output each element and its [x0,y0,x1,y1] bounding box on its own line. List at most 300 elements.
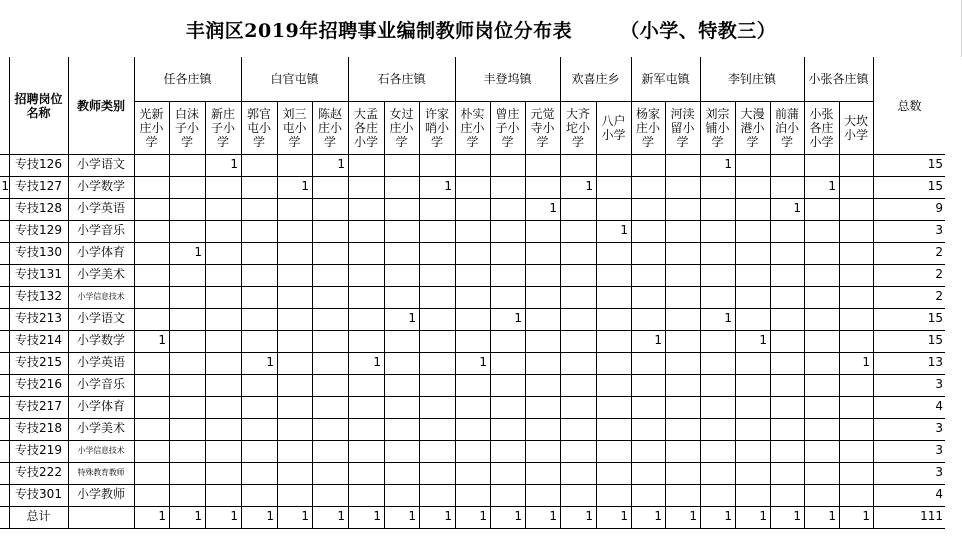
quota-cell [560,396,597,419]
quota-cell [735,484,771,507]
footer-count-cell [241,506,278,529]
post-cell-text: 专技216 [15,377,62,391]
quota-cell [241,242,278,265]
quota-cell [839,286,874,309]
town-header-text: 丰登坞镇 [483,72,532,86]
footer-count-cell-text: 1 [654,509,662,523]
quota-cell [804,374,840,397]
quota-cell-text: 1 [479,355,487,369]
quota-cell [631,418,666,441]
quota-cell [735,198,771,221]
quota-cell [735,220,771,243]
quota-cell [169,220,206,243]
quota-cell [596,308,632,331]
quota-cell [169,198,206,221]
quota-cell [277,220,313,243]
teacher-type-cell-text: 小学体育 [76,245,125,259]
footer-count-cell-text: 1 [408,509,416,523]
teacher-type-cell [68,330,135,353]
quota-cell [169,286,206,309]
quota-cell [241,418,278,441]
quota-cell [205,396,242,419]
quota-cell [348,462,385,485]
quota-cell [241,440,278,463]
quota-cell [839,198,874,221]
teacher-type-cell [68,396,135,419]
quota-cell [241,352,278,375]
quota-cell [631,352,666,375]
post-cell [9,374,69,397]
footer-count-cell [735,506,771,529]
school-header [419,101,456,155]
post-cell [9,242,69,265]
quota-cell [205,462,242,485]
quota-cell [134,462,170,485]
quota-cell [419,418,456,441]
quota-cell [348,440,385,463]
quota-cell [839,308,874,331]
quota-cell [525,286,561,309]
quota-cell [770,198,805,221]
quota-cell [490,374,526,397]
row-total-cell [873,396,945,419]
school-header [490,101,526,155]
post-cell-text: 专技218 [15,421,62,435]
quota-cell [560,462,597,485]
quota-cell [804,352,840,375]
quota-cell [665,154,701,177]
school-header [839,101,874,155]
quota-cell [312,286,349,309]
quota-cell [490,176,526,199]
teacher-type-cell [68,308,135,331]
school-header [134,101,170,155]
quota-cell [277,352,313,375]
quota-cell [770,242,805,265]
row-total-cell-text: 4 [935,487,943,501]
quota-cell [490,352,526,375]
row-total-cell [873,198,945,221]
row-total-cell-text: 3 [935,465,943,479]
school-header [205,101,242,155]
school-header [348,101,385,155]
row-total-cell [873,308,945,331]
school-header-line: 学 [145,134,158,149]
footer-count-cell-text: 1 [194,509,202,523]
row-total-cell [873,154,945,177]
quota-cell [312,352,349,375]
teacher-type-cell [68,440,135,463]
quota-cell [348,484,385,507]
quota-cell [312,374,349,397]
row-total-cell [873,352,945,375]
teacher-type-cell [68,198,135,221]
quota-cell [631,242,666,265]
quota-cell [700,198,736,221]
footer-count-cell [839,506,874,529]
quota-cell [455,198,491,221]
quota-cell [134,264,170,287]
quota-cell [490,418,526,441]
teacher-type-cell [68,418,135,441]
quota-cell [735,374,771,397]
school-header-line: 子小 [495,120,520,135]
teacher-type-cell-text: 小学音乐 [76,377,125,391]
footer-count-cell [312,506,349,529]
quota-cell [205,176,242,199]
quota-cell [277,462,313,485]
teacher-type-cell-text: 小学音乐 [76,223,125,237]
row-total-cell-text: 15 [927,157,943,171]
quota-cell [241,176,278,199]
town-header-text: 白官屯镇 [270,72,319,86]
quota-cell-text: 1 [230,157,238,171]
sheet-edge [945,57,962,536]
quota-cell [631,484,666,507]
quota-cell [312,462,349,485]
quota-cell [169,374,206,397]
row-total-cell-text: 3 [935,421,943,435]
quota-cell [700,308,736,331]
quota-cell [839,242,874,265]
quota-cell [700,418,736,441]
quota-cell-text: 1 [194,245,202,259]
school-header-line: 庄小 [460,120,485,135]
quota-cell [735,154,771,177]
quota-cell [169,352,206,375]
quota-cell [241,462,278,485]
quota-cell-text: 1 [759,333,767,347]
footer-count-cell [596,506,632,529]
quota-cell [839,484,874,507]
quota-cell [735,462,771,485]
school-header-line: 陈赵 [317,106,342,121]
school-header-line: 铺小 [705,120,730,135]
quota-cell [804,308,840,331]
teacher-type-cell [68,242,135,265]
footer-count-cell [455,506,491,529]
left-fragment-text: 1 [1,179,9,193]
quota-cell [490,462,526,485]
quota-cell [419,176,456,199]
row-total-cell [873,440,945,463]
quota-cell [839,352,874,375]
quota-cell [770,462,805,485]
quota-cell [277,484,313,507]
school-header-line: 新庄 [210,106,235,121]
school-header [735,101,771,155]
school-header-line: 学 [780,134,793,149]
quota-cell [490,242,526,265]
grand-total-cell-text: 111 [920,509,943,523]
quota-cell [384,484,420,507]
quota-cell [241,484,278,507]
footer-count-cell-text: 1 [585,509,593,523]
quota-cell [770,264,805,287]
quota-cell [419,286,456,309]
title-bar [0,0,962,57]
school-header-line: 港小 [740,120,765,135]
footer-count-cell-text: 1 [266,509,274,523]
quota-cell [277,330,313,353]
quota-cell [735,396,771,419]
quota-cell [839,330,874,353]
quota-cell [596,352,632,375]
school-header [525,101,561,155]
school-header-line: 泊小 [774,120,799,135]
school-header-line: 学 [641,134,654,149]
quota-cell-text: 1 [444,179,452,193]
quota-cell [312,440,349,463]
quota-cell [770,154,805,177]
quota-cell [312,176,349,199]
quota-cell [631,220,666,243]
quota-cell [596,198,632,221]
school-header-line: 白沫 [174,106,199,121]
quota-cell [665,286,701,309]
quota-cell [277,374,313,397]
teacher-type-cell-text: 小学语文 [76,157,125,171]
quota-cell [384,440,420,463]
quota-cell [770,176,805,199]
post-cell-text: 专技219 [15,443,62,457]
quota-cell [596,264,632,287]
school-header-line: 哨小 [424,120,449,135]
teacher-type-cell [68,220,135,243]
quota-cell [490,330,526,353]
post-cell-text: 专技301 [15,487,62,501]
page-title: 丰润区2019年招聘事业编制教师岗位分布表 （小学、特教三） [185,20,777,42]
teacher-type-cell [68,352,135,375]
quota-cell [169,418,206,441]
quota-cell [169,440,206,463]
quota-cell [169,330,206,353]
footer-count-cell [700,506,736,529]
quota-cell [596,418,632,441]
quota-cell [455,264,491,287]
quota-cell [490,286,526,309]
quota-cell [525,440,561,463]
quota-cell [804,484,840,507]
quota-cell [134,352,170,375]
quota-cell [312,154,349,177]
footer-type-cell [68,506,135,529]
quota-cell [700,374,736,397]
quota-cell [804,396,840,419]
quota-cell [384,418,420,441]
quota-cell [804,264,840,287]
quota-cell [205,154,242,177]
quota-cell-text: 1 [828,179,836,193]
quota-cell [525,220,561,243]
quota-cell [700,176,736,199]
town-header [700,57,805,102]
quota-cell [348,198,385,221]
quota-cell [241,220,278,243]
quota-cell [384,286,420,309]
footer-count-cell [169,506,206,529]
quota-cell [770,308,805,331]
quota-cell [525,418,561,441]
row-total-cell [873,264,945,287]
row-total-cell-text: 2 [935,267,943,281]
quota-cell [490,154,526,177]
quota-cell [804,418,840,441]
quota-cell [169,308,206,331]
footer-count-cell [804,506,840,529]
teacher-type-cell [68,462,135,485]
quota-cell [839,440,874,463]
quota-cell [419,484,456,507]
quota-cell [134,440,170,463]
quota-cell [525,242,561,265]
quota-cell [839,462,874,485]
quota-cell [419,374,456,397]
quota-cell [277,286,313,309]
quota-cell [312,242,349,265]
quota-cell [700,396,736,419]
quota-cell-text: 1 [793,201,801,215]
quota-cell [419,220,456,243]
quota-cell [525,308,561,331]
school-header-line: 郭官 [246,106,271,121]
quota-cell [839,176,874,199]
quota-cell [665,176,701,199]
row-total-cell [873,374,945,397]
footer-count-cell-text: 1 [620,509,628,523]
school-header-line: 光新 [139,106,164,121]
post-cell-text: 专技222 [15,465,62,479]
quota-cell [241,198,278,221]
quota-cell [596,220,632,243]
quota-cell [665,462,701,485]
quota-cell [169,154,206,177]
teacher-type-header-text: 教师类别 [76,98,125,113]
school-header-line: 子小 [174,120,199,135]
school-header-line: 学 [288,134,301,149]
total-header-text: 总数 [897,98,922,113]
teacher-type-cell-text: 小学信息技术 [77,446,125,455]
quota-cell [596,484,632,507]
quota-cell-text: 1 [585,179,593,193]
quota-cell [490,484,526,507]
quota-cell [490,440,526,463]
quota-cell [839,374,874,397]
quota-cell [455,440,491,463]
post-cell-text: 专技129 [15,223,62,237]
town-header-text: 欢喜庄乡 [571,72,620,86]
quota-cell [700,286,736,309]
school-header-line: 屯小 [246,120,271,135]
post-cell [9,264,69,287]
quota-cell [384,396,420,419]
row-total-cell-text: 2 [935,245,943,259]
quota-cell [241,374,278,397]
quota-cell [631,198,666,221]
quota-cell [596,286,632,309]
quota-cell [348,330,385,353]
post-cell [9,154,69,177]
quota-cell [560,308,597,331]
quota-cell [169,396,206,419]
quota-cell [631,264,666,287]
teacher-type-cell-text: 小学美术 [76,267,125,281]
quota-cell-text: 1 [373,355,381,369]
quota-cell [631,286,666,309]
quota-cell [700,264,736,287]
quota-cell [384,308,420,331]
post-cell-text: 专技131 [15,267,62,281]
teacher-type-cell [68,286,135,309]
post-name-header-text: 招聘岗位名称 [14,91,63,120]
quota-cell [134,330,170,353]
quota-cell [205,308,242,331]
quota-cell [839,264,874,287]
quota-cell [205,242,242,265]
quota-cell [419,352,456,375]
quota-cell [735,418,771,441]
quota-cell [525,484,561,507]
quota-cell [839,220,874,243]
row-total-cell [873,286,945,309]
school-header-line: 小学 [601,127,626,142]
footer-count-cell-text: 1 [301,509,309,523]
town-header-text: 小张各庄镇 [808,72,869,86]
teacher-type-cell-text: 特殊教育教师 [77,468,125,477]
quota-cell [804,440,840,463]
school-header [312,101,349,155]
school-header-line: 小学 [843,127,868,142]
school-header [631,101,666,155]
school-header-line: 学 [746,134,759,149]
quota-cell [735,242,771,265]
quota-cell [804,176,840,199]
quota-cell [169,462,206,485]
teacher-type-cell-text: 小学数学 [76,179,125,193]
footer-count-cell [348,506,385,529]
quota-cell [525,264,561,287]
quota-cell [348,220,385,243]
quota-cell [665,330,701,353]
row-total-cell [873,418,945,441]
town-header [455,57,561,102]
quota-cell [804,198,840,221]
quota-cell-text: 1 [337,157,345,171]
school-header-line: 学 [323,134,336,149]
quota-cell-text: 1 [158,333,166,347]
school-header [169,101,206,155]
quota-cell [631,176,666,199]
quota-cell [631,440,666,463]
post-cell-text: 专技215 [15,355,62,369]
footer-count-cell [384,506,420,529]
town-header-text: 李钊庄镇 [727,72,776,86]
quota-cell [735,264,771,287]
spreadsheet-table [0,57,945,536]
quota-cell [134,374,170,397]
quota-cell [560,484,597,507]
quota-cell [277,242,313,265]
quota-cell [205,198,242,221]
quota-cell [312,418,349,441]
row-total-cell-text: 15 [927,179,943,193]
quota-cell [560,198,597,221]
quota-cell [525,374,561,397]
quota-cell [348,242,385,265]
school-header [665,101,701,155]
quota-cell [770,374,805,397]
quota-cell [560,330,597,353]
